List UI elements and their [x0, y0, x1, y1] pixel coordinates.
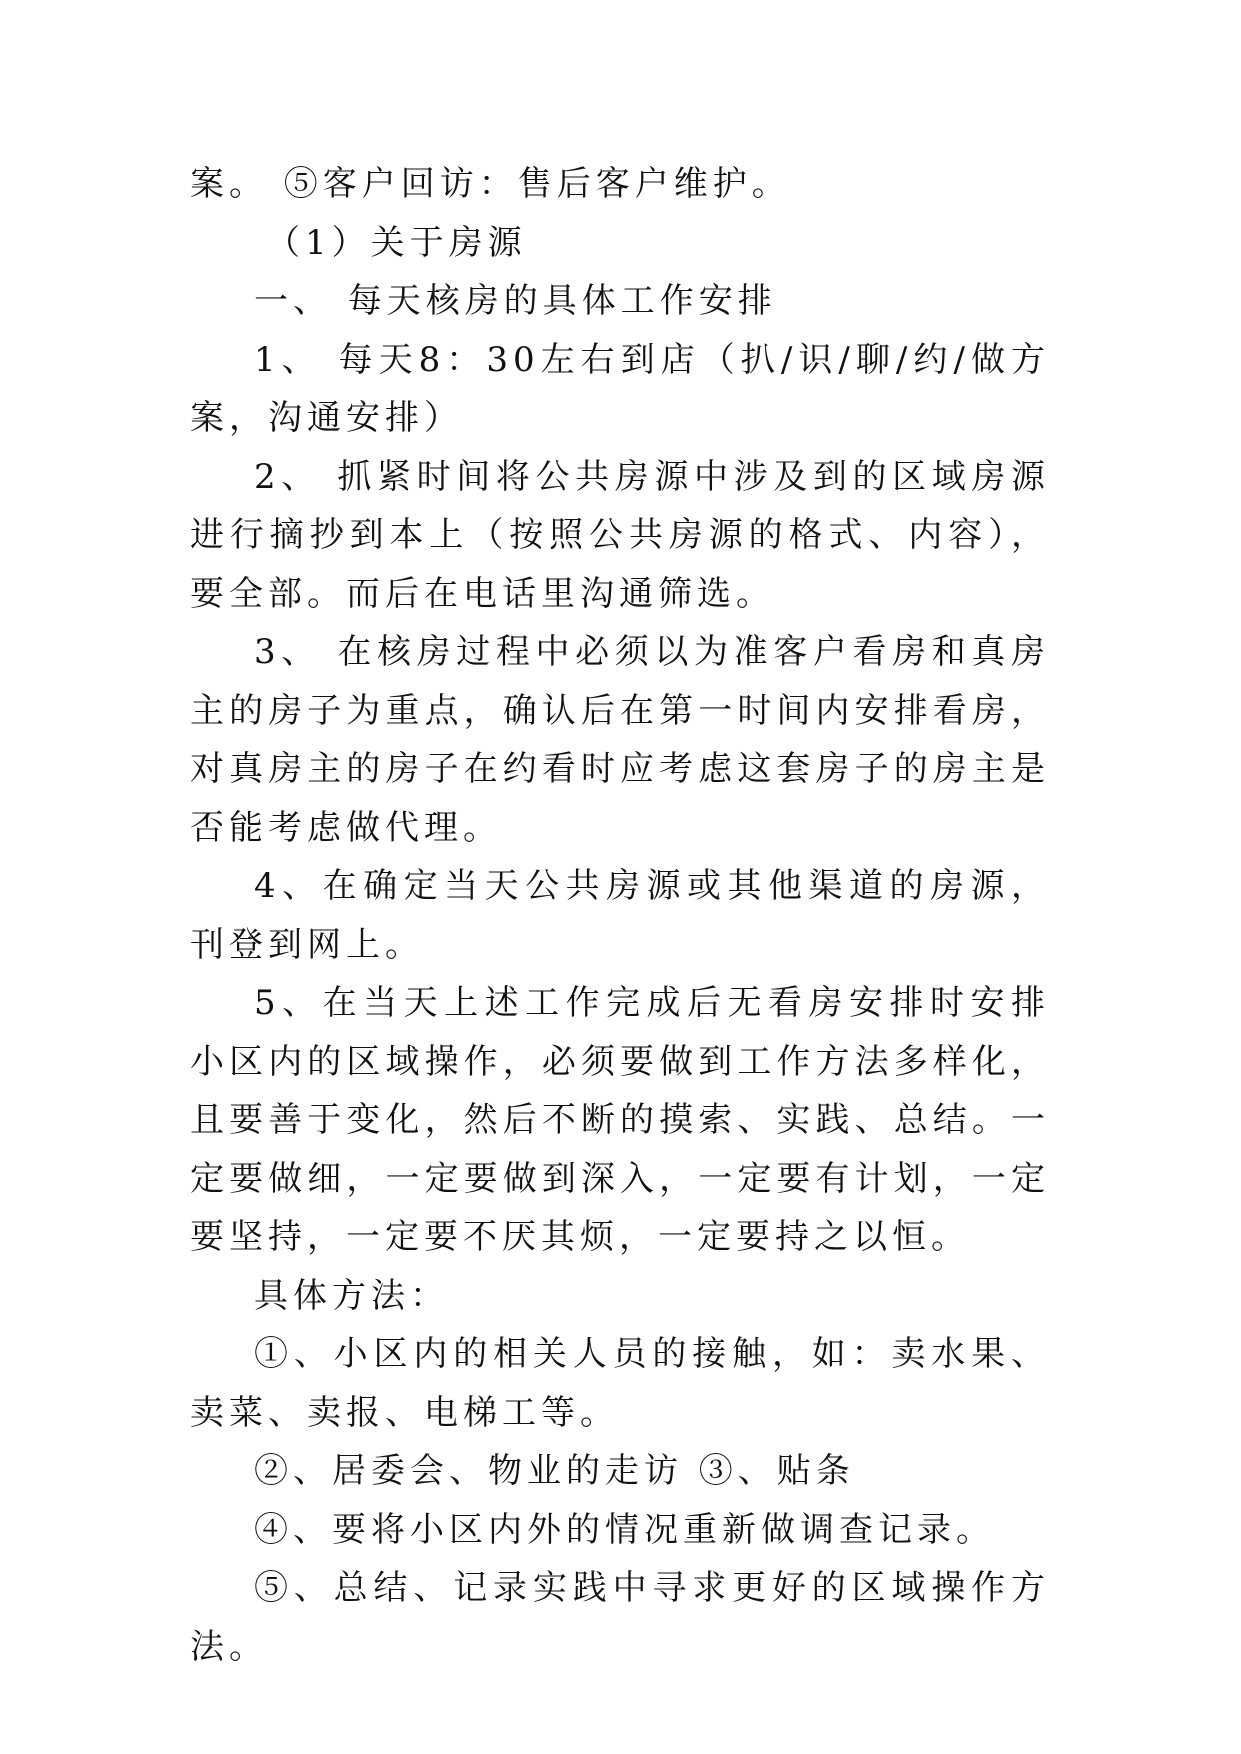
- method-item-5: ⑤、总结、记录实践中寻求更好的区域操作方法。: [190, 1568, 1050, 1667]
- list-item-1: 1、 每天8：30左右到店（扒/识/聊/约/做方案，沟通安排）: [190, 339, 1050, 438]
- list-item-5: 5、在当天上述工作完成后无看房安排时安排小区内的区域操作，必须要做到工作方法多样化，且要善于变化，然后不断的摸索、实践、总结。一定要做细，一定要做到深入，一定要有计划，一定要坚持，一定要不厌其烦，一定要持之以恒。: [190, 983, 1050, 1257]
- list-item-2: 2、 抓紧时间将公共房源中涉及到的区域房源进行摘抄到本上（按照公共房源的格式、内容），要全部。而后在电话里沟通筛选。: [190, 456, 1050, 614]
- subsection-heading-daily-check: 一、 每天核房的具体工作安排: [254, 281, 777, 321]
- methods-heading: 具体方法：: [254, 1275, 449, 1316]
- document-page: [190, 155, 1050, 1676]
- section-heading-housing-source: （1）关于房源: [266, 222, 527, 263]
- list-item-4: 4、在确定当天公共房源或其他渠道的房源，刊登到网上。: [190, 866, 1050, 965]
- paragraph-continuation: 案。 ⑤客户回访：售后客户维护。: [190, 164, 791, 204]
- list-item-3: 3、 在核房过程中必须以为准客户看房和真房主的房子为重点，确认后在第一时间内安排看房，对真房主的房子在约看时应考虑这套房子的房主是否能考虑做代理。: [190, 632, 1050, 848]
- method-item-2-3: ②、居委会、物业的走访 ③、贴条: [254, 1451, 855, 1491]
- method-item-4: ④、要将小区内外的情况重新做调查记录。: [254, 1509, 995, 1550]
- method-item-1: ①、小区内的相关人员的接触，如：卖水果、卖菜、卖报、电梯工等。: [190, 1334, 1050, 1433]
